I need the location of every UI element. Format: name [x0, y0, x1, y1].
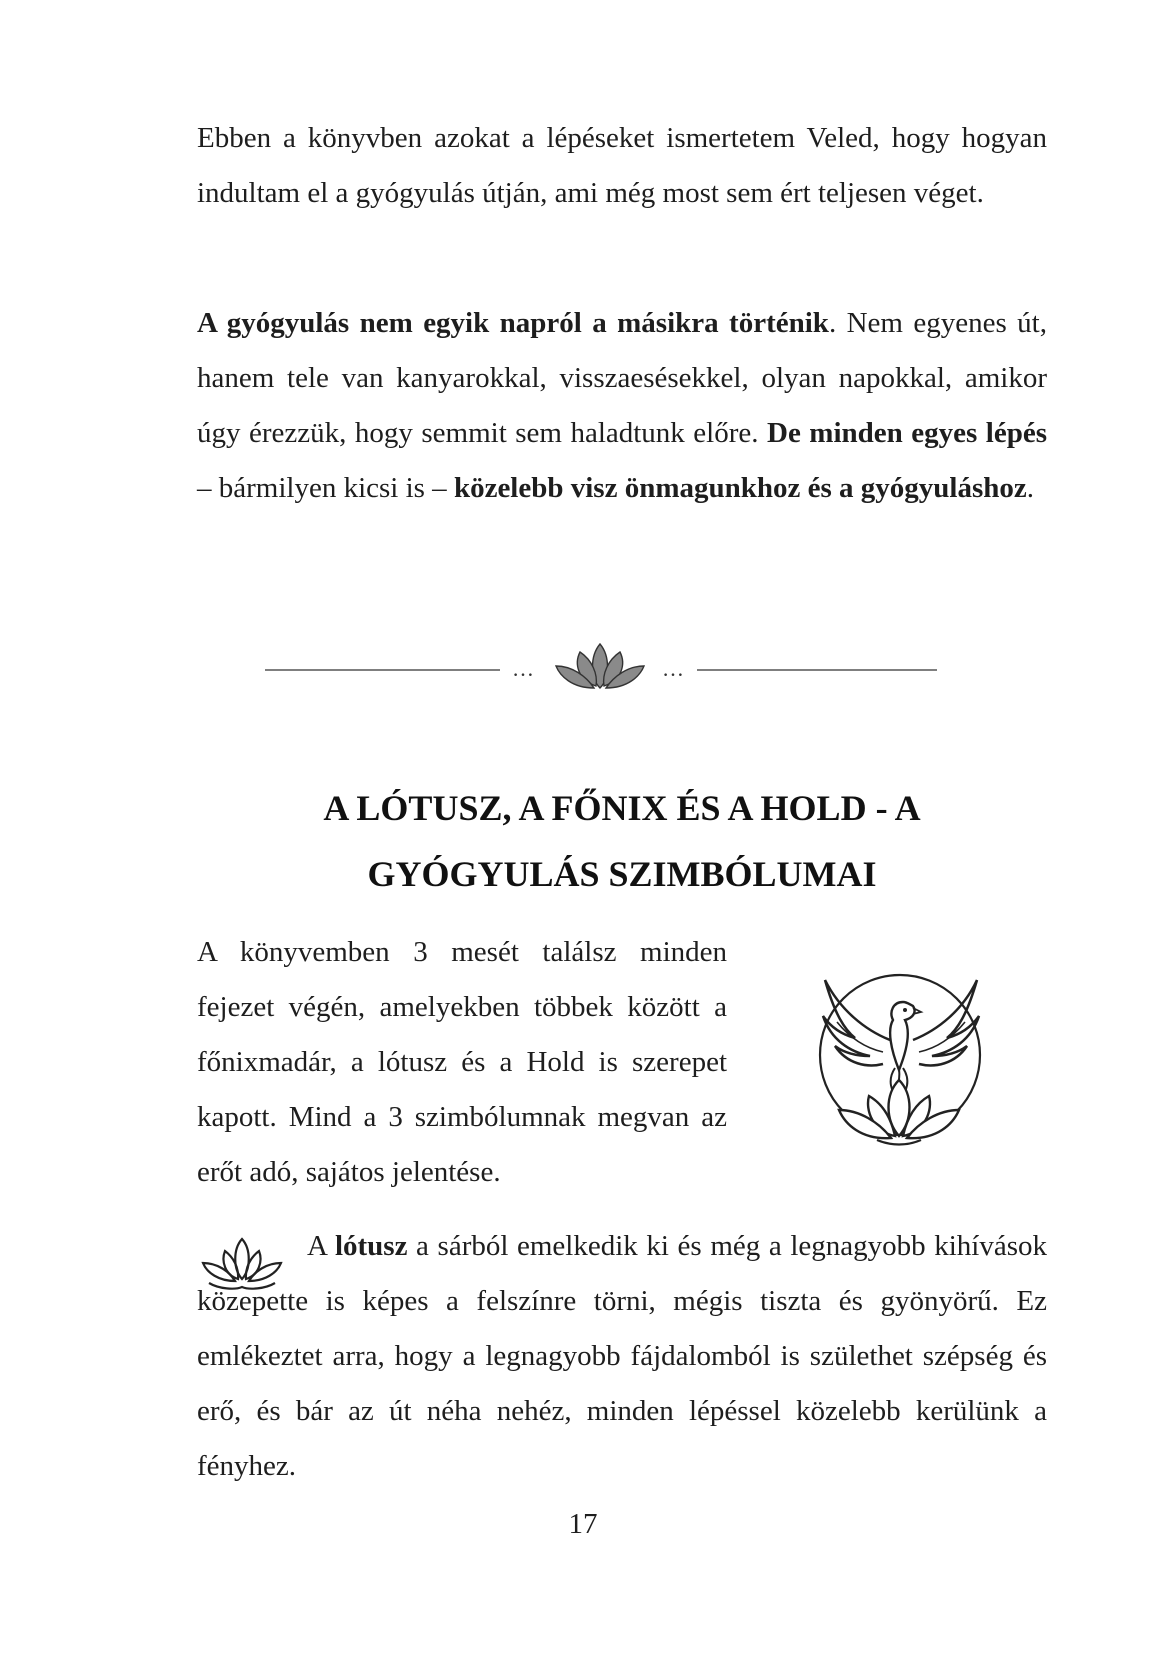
lotus-paragraph	[197, 1219, 1047, 1494]
section-divider	[265, 640, 985, 700]
intro-paragraph: Ebben a könyvben azokat a lépéseket ismertetem Veled, hogy hogyan indultam el a gyógyulás útján, ami még most sem ért teljesen véget.	[197, 122, 1047, 209]
bold-phrase: lótusz	[334, 1230, 408, 1262]
page-number: 17	[568, 1508, 598, 1540]
bold-phrase: A gyógyulás nem egyik napról a másikra történik	[197, 307, 829, 339]
text-segment: – bármilyen kicsi is –	[197, 472, 454, 504]
text-segment: A	[307, 1230, 335, 1262]
symbols-paragraph: A könyvemben 3 mesét találsz minden fejezet végén, amelyekben többek között a főnixmadár, a lótusz és a Hold is szerepet kapott. Mind a 3 szimbólumnak megvan az erőt adó, sajátos jelentése.	[197, 936, 727, 1188]
text-segment: .	[1026, 472, 1035, 504]
bold-phrase: közelebb visz önmagunkhoz és a gyógyuláshoz	[453, 472, 1027, 504]
bold-phrase: De minden egyes lépés	[767, 417, 1048, 449]
heading-line-2: GYÓGYULÁS SZIMBÓLUMAI	[367, 854, 877, 894]
divider-dots-left: …	[512, 656, 534, 681]
heading-line-1: A LÓTUSZ, A FŐNIX ÉS A HOLD - A	[323, 788, 921, 828]
text-segment: a sárból emelkedik ki és még a legnagyobb kihívások közepette is képes a felszínre törni, mégis tiszta és gyönyörű. Ez emlékeztet arra, hogy a legnagyobb fájdalomból is születhet szépség és erő, és bár az út néha nehéz, minden lépéssel közelebb kerülünk a fényhez.	[197, 1230, 1047, 1482]
phoenix-lotus-moon-icon	[795, 960, 1005, 1160]
lotus-icon	[556, 644, 644, 688]
text-segment: . Nem egyenes út, hanem tele van kanyarokkal, visszaesésekkel, olyan napokkal, amikor úgy érezzük, hogy semmit sem haladtunk előre.	[197, 307, 1047, 449]
divider-dots-right: …	[662, 656, 684, 681]
healing-paragraph	[197, 296, 1047, 516]
section-heading	[197, 775, 1047, 907]
